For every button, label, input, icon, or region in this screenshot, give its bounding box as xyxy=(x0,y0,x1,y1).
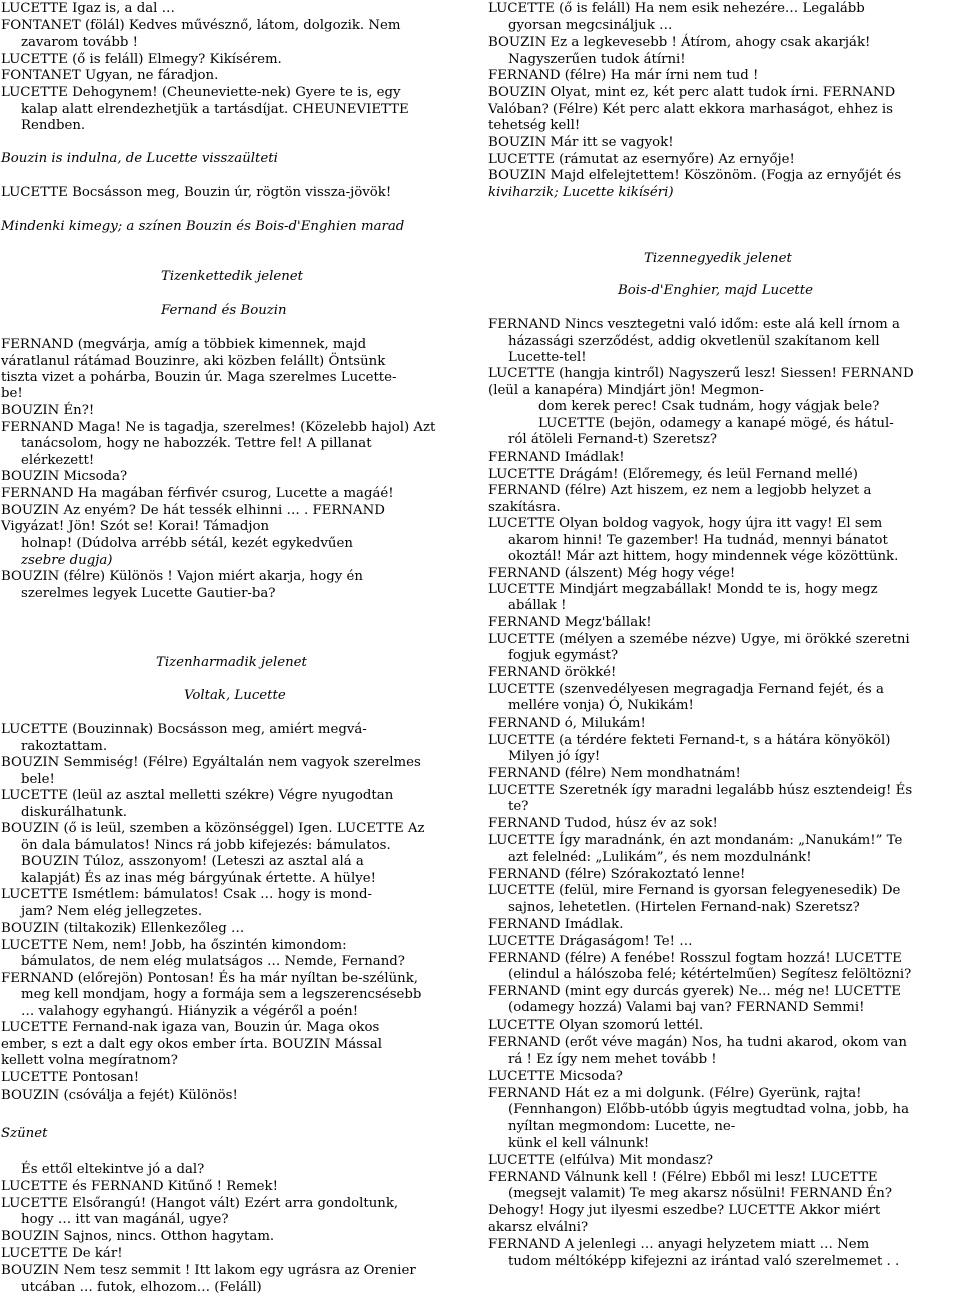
text-line: FERNAND A jelenlegi … anyagi helyzetem miatt … Nem xyxy=(488,1237,870,1252)
text-line: ön dala bámulatos! Nincs rá jobb kifejezés: bámulatos. xyxy=(21,838,391,853)
text-line: FERNAND Imádlak! xyxy=(488,450,625,465)
text-line: FERNAND (félre) Nem mondhatnám! xyxy=(488,766,741,781)
text-line: FERNAND (mint egy durcás gyerek) Ne... még ne! LUCETTE xyxy=(488,984,901,999)
text-line: LUCETTE (ő is feláll) Elmegy? Kikísérem. xyxy=(1,52,282,67)
text-line: váratlanul rátámad Bouzinre, aki közben felállt) Öntsünk xyxy=(1,354,386,369)
text-line: BOUZIN (félre) Különös ! Vajon miért akarja, hogy én xyxy=(1,569,363,584)
text-line: FONTANET (fölál) Kedves művésznő, látom, dolgozik. Nem xyxy=(1,18,401,33)
text-line: BOUZIN Semmiség! (Félre) Egyáltalán nem vagyok szerelmes xyxy=(1,755,421,770)
text-line: FERNAND ó, Milukám! xyxy=(488,716,646,731)
text-line: rá ! Ez így nem mehet tovább ! xyxy=(508,1052,717,1067)
scene-heading: Tizenkettedik jelenet xyxy=(161,269,303,284)
text-line: gyorsan megcsináljuk … xyxy=(508,18,673,33)
text-line: FERNAND Maga! Ne is tagadja, szerelmes! (Közelebb hajol) Azt xyxy=(1,420,436,435)
text-line: FERNAND Ha magában férfivér csurog, Lucette a magáé! xyxy=(1,486,394,501)
text-line: Valóban? (Félre) Két perc alatt ekkora marhaságot, ehhez is xyxy=(488,102,893,117)
text-line: LUCETTE (felül, mire Fernand is gyorsan felegyenesedik) De xyxy=(488,883,901,898)
text-line: hogy … itt van magánál, ugye? xyxy=(21,1212,229,1227)
stage-direction: Bouzin is indulna, de Lucette visszaülteti xyxy=(1,151,278,166)
text-line: LUCETTE (ő is feláll) Ha nem esik nehezére… Legalább xyxy=(488,1,865,16)
text-line: LUCETTE Fernand-nak igaza van, Bouzin úr. Maga okos xyxy=(1,1020,380,1035)
text-line: LUCETTE és FERNAND Kitűnő ! Remek! xyxy=(1,1179,278,1194)
text-line: bele! xyxy=(21,772,55,787)
text-line: LUCETTE Drágaságom! Te! … xyxy=(488,934,693,949)
text-line: LUCETTE (mélyen a szemébe nézve) Ugye, mi örökké szeretni xyxy=(488,632,910,647)
text-line: FERNAND (félre) A fenébe! Rosszul fogtam hozzá! LUCETTE xyxy=(488,951,902,966)
text-line: ember, s ezt a dalt egy okos ember írta. BOUZIN Mással xyxy=(1,1037,382,1052)
text-line: utcában … futok, elhozom… (Feláll) xyxy=(21,1280,262,1295)
text-line: FERNAND Imádlak. xyxy=(488,917,624,932)
text-line: FERNAND Megz'bállak! xyxy=(488,615,652,630)
text-line: tehetség kell! xyxy=(488,118,581,133)
text-line: nyíltan megmondom: Lucette, ne- xyxy=(508,1119,736,1134)
text-line: kellett volna megíratnom? xyxy=(1,1053,178,1068)
text-line: LUCETTE (a térdére fekteti Fernand-t, s a hátára könyököl) xyxy=(488,733,891,748)
text-line: elérkezett! xyxy=(21,453,95,468)
text-line: LUCETTE Mindjárt megzabállak! Mondd te is, hogy megz xyxy=(488,582,878,597)
text-line: akarom hinni! Te gazember! Ha tudnád, mennyi bánatot xyxy=(508,533,888,548)
text-line: tiszta vizet a pohárba, Bouzin úr. Maga szerelmes Lucette- xyxy=(1,370,397,385)
text-line: LUCETTE Elsőrangú! (Hangot vált) Ezért arra gondoltunk, xyxy=(1,1196,399,1211)
text-line: FERNAND (félre) Ha már írni nem tud ! xyxy=(488,68,759,83)
text-line: LUCETTE Ismétlem: bámulatos! Csak … hogy is mond- xyxy=(1,887,373,902)
text-line: Dehogy! Hogy jut ilyesmi eszedbe? LUCETTE Akkor miért xyxy=(488,1203,881,1218)
text-line: BOUZIN Túloz, asszonyom! (Leteszi az asztal alá a xyxy=(21,854,364,869)
text-line: szakításra. xyxy=(488,500,561,515)
text-line: BOUZIN Majd elfelejtettem! Köszönöm. (Fogja az ernyőjét és xyxy=(488,168,902,183)
text-line: zsebre dugja) xyxy=(21,553,113,568)
text-line: LUCETTE (Bouzinnak) Bocsásson meg, amiért megvá- xyxy=(1,722,367,737)
text-line: FERNAND Tudod, húsz év az sok! xyxy=(488,816,718,831)
text-line: BOUZIN Sajnos, nincs. Otthon hagytam. xyxy=(1,1229,275,1244)
text-line: BOUZIN Nem tesz semmit ! Itt lakom egy ugrásra az Orenier xyxy=(1,1263,416,1278)
text-line: fogjuk egymást? xyxy=(508,648,619,663)
scene-characters: Bois-d'Enghier, majd Lucette xyxy=(618,283,813,298)
text-line: LUCETTE Olyan szomorú lettél. xyxy=(488,1018,704,1033)
text-line: És ettől eltekintve jó a dal? xyxy=(21,1162,205,1177)
text-line: kalapját) És az inas még bárgyúnak értette. A hülye! xyxy=(21,871,376,886)
stage-direction: Szünet xyxy=(1,1126,48,1141)
text-line: FERNAND Nincs vesztegetni való időm: este alá kell írnom a xyxy=(488,317,900,332)
text-line: tudom méltóképp kifejezni az irántad való szerelmemet . . xyxy=(508,1254,900,1269)
text-line: okoztál! Már azt hittem, hogy mindennek vége közöttünk. xyxy=(508,549,899,564)
text-line: Rendben. xyxy=(21,118,86,133)
text-line: BOUZIN (csóválja a fejét) Különös! xyxy=(1,1088,238,1103)
text-line: FERNAND (erőt véve magán) Nos, ha tudni akarod, okom van xyxy=(488,1035,907,1050)
text-line: meg kell mondjam, hogy a formája sem a legszerencsésebb xyxy=(21,987,422,1002)
text-line: LUCETTE Igaz is, a dal … xyxy=(1,1,175,16)
text-line: kalap alatt elrendezhetjük a tartásdíjat. CHEUNEVIETTE xyxy=(21,102,409,117)
text-line: FERNAND Válnunk kell ! (Félre) Ebből mi lesz! LUCETTE xyxy=(488,1170,878,1185)
text-line: Nagyszerűen tudok átírni! xyxy=(508,52,686,67)
text-line: ról átöleli Fernand-t) Szeretsz? xyxy=(508,432,718,447)
text-line: FERNAND (álszent) Még hogy vége! xyxy=(488,566,736,581)
scene-heading: Tizenharmadik jelenet xyxy=(156,655,307,670)
text-line: LUCETTE Olyan boldog vagyok, hogy újra itt vagy! El sem xyxy=(488,516,883,531)
text-line: házassági szerződést, addig okvetlenül szakítanom kell xyxy=(508,334,880,349)
text-line: FERNAND (megvárja, amíg a többiek kimennek, majd xyxy=(1,337,367,352)
text-line: LUCETTE Bocsásson meg, Bouzin úr, rögtön vissza-jövök! xyxy=(1,185,392,200)
text-line: BOUZIN Olyat, mint ez, két perc alatt tudok írni. FERNAND xyxy=(488,85,896,100)
text-line: … valahogy egyhangú. Hiányzik a végéről a poén! xyxy=(21,1004,359,1019)
text-line: FERNAND örökké! xyxy=(488,665,617,680)
text-line: FERNAND Hát ez a mi dolgunk. (Félre) Gyerünk, rajta! xyxy=(488,1086,862,1101)
text-line: LUCETTE De kár! xyxy=(1,1246,123,1261)
text-line: bámulatos, de nem elég mulatságos … Nemde, Fernand? xyxy=(21,954,405,969)
scene-characters: Fernand és Bouzin xyxy=(161,303,287,318)
text-line: (elindul a hálószoba felé; kétértelműen) Segítesz felöltözni? xyxy=(508,967,912,982)
text-line: FERNAND (félre) Szórakoztató lenne! xyxy=(488,867,746,882)
text-line: Vigyázat! Jön! Szót se! Korai! Támadjon xyxy=(1,519,270,534)
text-line: mellére vonja) Ó, Nukikám! xyxy=(508,698,694,713)
text-line: LUCETTE Dehogynem! (Cheuneviette-nek) Gyere te is, egy xyxy=(1,85,401,100)
text-line: BOUZIN Már itt se vagyok! xyxy=(488,135,674,150)
text-line: szerelmes legyek Lucette Gautier-ba? xyxy=(21,586,276,601)
text-line: künk el kell válnunk! xyxy=(508,1136,650,1151)
text-line: jam? Nem elég jellegzetes. xyxy=(21,904,203,919)
text-line: LUCETTE Micsoda? xyxy=(488,1069,623,1084)
text-line: FERNAND (előrejön) Pontosan! És ha már nyíltan be-szélünk, xyxy=(1,971,419,986)
text-line: LUCETTE (hangja kintről) Nagyszerű lesz! Siessen! FERNAND xyxy=(488,366,914,381)
text-line: LUCETTE Pontosan! xyxy=(1,1070,140,1085)
text-line: dom kerek perec! Csak tudnám, hogy vágjak bele? xyxy=(538,399,880,414)
text-line: LUCETTE Nem, nem! Jobb, ha őszintén kimondom: xyxy=(1,938,347,953)
text-line: (odamegy hozzá) Valami baj van? FERNAND Semmi! xyxy=(508,1000,865,1015)
text-line: FONTANET Ugyan, ne fáradjon. xyxy=(1,68,219,83)
text-line: zavarom tovább ! xyxy=(21,35,138,50)
text-line: LUCETTE Drágám! (Előremegy, és leül Fernand mellé) xyxy=(488,467,858,482)
text-line: (megsejt valamit) Te meg akarsz nősülni! FERNAND Én? xyxy=(508,1186,892,1201)
text-line: be! xyxy=(1,386,23,401)
text-line: holnap! (Dúdolva arrébb sétál, kezét egykedvűen xyxy=(21,536,353,551)
text-line: LUCETTE (rámutat az esernyőre) Az ernyője! xyxy=(488,152,795,167)
text-line: BOUZIN Én?! xyxy=(1,403,95,418)
text-line: LUCETTE (bejön, odamegy a kanapé mögé, és hátul- xyxy=(538,416,894,431)
text-line: BOUZIN Micsoda? xyxy=(1,469,128,484)
text-line: akarsz elválni? xyxy=(488,1220,589,1235)
text-line: sajnos, lehetetlen. (Hirtelen Fernand-nak) Szeretsz? xyxy=(508,900,860,915)
text-line: abállak ! xyxy=(508,598,567,613)
text-line: LUCETTE (leül az asztal melletti székre) Végre nyugodtan xyxy=(1,788,394,803)
text-line: BOUZIN Az enyém? De hát tessék elhinni … . FERNAND xyxy=(1,503,385,518)
text-line: FERNAND (félre) Azt hiszem, ez nem a legjobb helyzet a xyxy=(488,483,872,498)
text-line: tanácsolom, hogy ne habozzék. Tettre fel! A pillanat xyxy=(21,436,372,451)
text-line: LUCETTE (elfúlva) Mit mondasz? xyxy=(488,1153,714,1168)
text-line: BOUZIN Ez a legkevesebb ! Átírom, ahogy csak akarják! xyxy=(488,35,871,50)
text-line: Milyen jó így! xyxy=(508,749,601,764)
text-line: LUCETTE Így maradnánk, én azt mondanám: „Nanukám!” Te xyxy=(488,833,903,848)
text-line: rakoztattam. xyxy=(21,739,108,754)
scene-characters: Voltak, Lucette xyxy=(184,688,286,703)
text-line: BOUZIN (ő is leül, szemben a közönséggel) Igen. LUCETTE Az xyxy=(1,821,425,836)
text-line: BOUZIN (tiltakozik) Ellenkezőleg … xyxy=(1,921,245,936)
text-line: diskurálhatunk. xyxy=(21,805,127,820)
text-line: te? xyxy=(508,799,529,814)
scene-heading: Tizennegyedik jelenet xyxy=(644,251,792,266)
text-line: (Fennhangon) Előbb-utóbb úgyis megtudtad volna, jobb, ha xyxy=(508,1102,909,1117)
text-line: (leül a kanapéra) Mindjárt jön! Megmon- xyxy=(488,383,764,398)
text-line: azt felelnéd: „Lulikám”, és nem mozdulnánk! xyxy=(508,850,812,865)
stage-direction: Mindenki kimegy; a színen Bouzin és Bois-d'Enghien marad xyxy=(1,219,405,234)
text-line: Lucette-tel! xyxy=(508,350,587,365)
text-line: LUCETTE (szenvedélyesen megragadja Fernand fejét, és a xyxy=(488,682,884,697)
text-line: LUCETTE Szeretnék így maradni legalább húsz esztendeig! És xyxy=(488,783,913,798)
stage-direction: kiviharzik; Lucette kikíséri) xyxy=(488,185,674,200)
